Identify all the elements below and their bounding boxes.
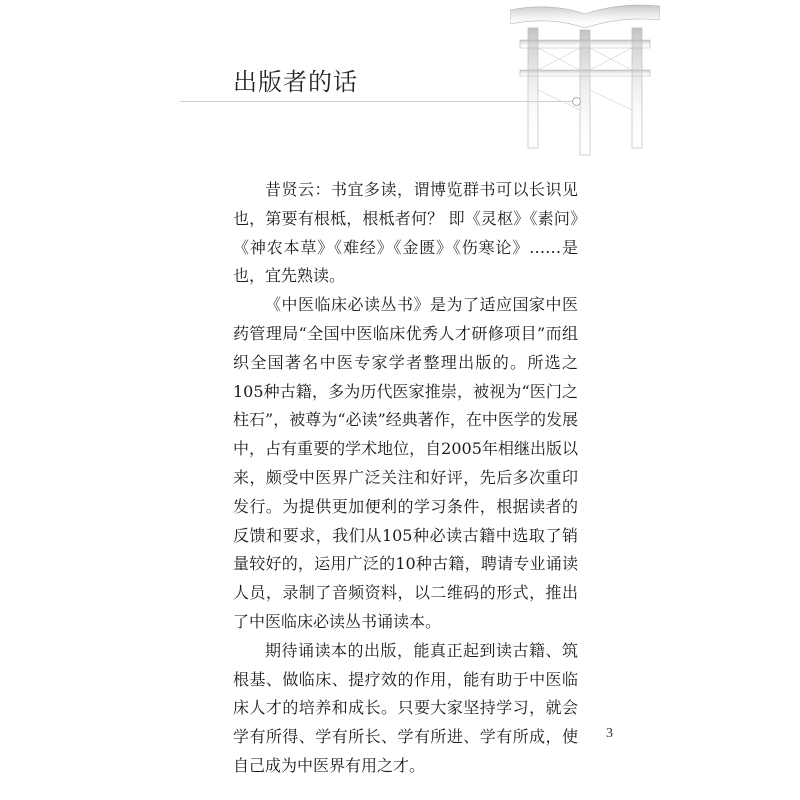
page-number: 3	[606, 726, 613, 741]
body-text	[233, 176, 578, 781]
divider-end-dot	[572, 97, 581, 106]
paragraph-3: 期待诵读本的出版，能真正起到读古籍、筑根基、做临床、提疗效的作用，能有助于中医临床人才的培养和成长。只要大家坚持学习，就会学有所得、学有所长、学有所进、学有所成，使自己成为中医界有用之才。	[233, 640, 578, 775]
paragraph-1: 昔贤云：书宜多读，谓博览群书可以长识见也，第要有根柢，根柢者何？ 即《灵枢》《素问》《神农本草》《难经》《金匮》《伤寒论》……是也，宜先熟读。	[233, 180, 578, 286]
page-title: 出版者的话	[233, 68, 358, 96]
title-divider	[180, 101, 573, 102]
paragraph-2: 《中医临床必读丛书》是为了适应国家中医药管理局“全国中医临床优秀人才研修项目”而组织全国著名中医专家学者整理出版的。所选之105种古籍，多为历代医家推崇，被视为“医门之柱石”，被尊为“必读”经典著作，在中医学的发展中，占有重要的学术地位，自2005年相继出版以来，颇受中医界广泛关注和好评，先后多次重印发行。为提供更加便利的学习条件，根据读者的反馈和要求，我们从105种必读古籍中选取了销量较好的，运用广泛的10种古籍，聘请专业诵读人员，录制了音频资料，以二维码的形式，推出了中医临床必读丛书诵读本。	[233, 295, 578, 631]
traditional-architecture-ornament-icon	[510, 0, 660, 160]
